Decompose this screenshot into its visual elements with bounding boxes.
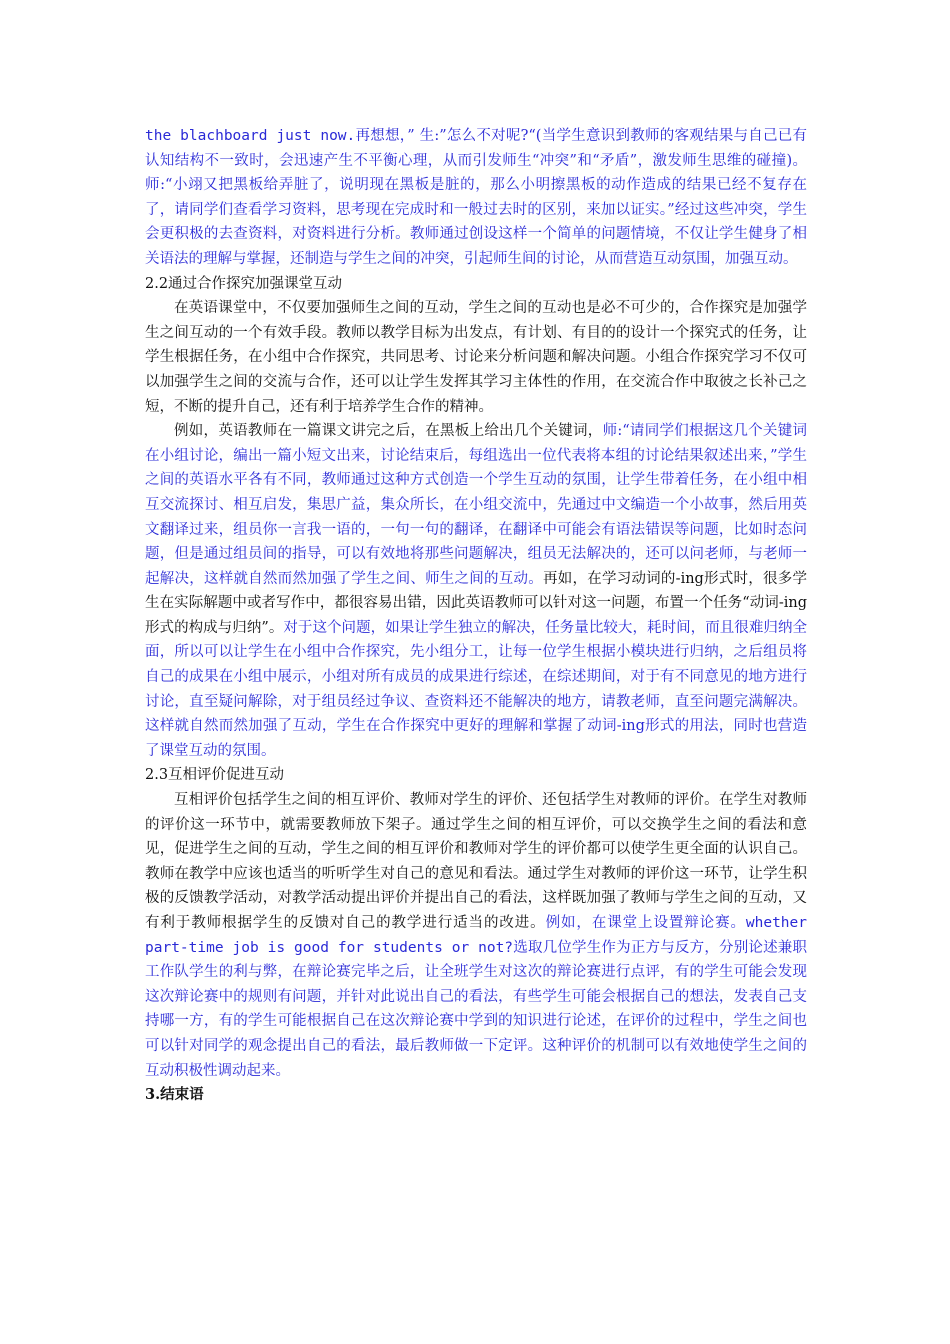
paragraph-example-keywords: [145, 419, 807, 763]
paragraph-mutual-evaluation: [145, 788, 807, 1083]
example-intro: 例如，英语教师在一篇课文讲完之后，在黑板上给出几个关键词，: [174, 423, 603, 440]
paragraph-dialogue-blackboard: [145, 124, 807, 272]
section-heading-2-3: 2.3互相评价促进互动: [145, 767, 285, 784]
example-dialogue: 师:“请同学们根据这几个关键词在小组讨论，编出一篇小短文出来，讨论结束后，每组选出一位代表将本组的讨论结果叙述出来，”学生之间的英语水平各有不同，教师通过这种方式创造一个学生互动的氛围，让学生带着任务，在小组中相互交流探讨、相互启发，集思广益，集众所长，在小组交流中，先通过中文编造一个小故事，然后用英文翻译过来，组员你一言我一语的，一句一句的翻译，在翻译中可能会有语法错误等问题，比如时态问题，但是通过组员间的指导，可以有效地将那些问题解决，组员无法解决的，还可以问老师，与老师一起解决，这样就自然而然加强了学生之间、师生之间的互动。: [145, 423, 807, 587]
document-page: [145, 124, 807, 1108]
debate-intro: 例如，在课堂上设置辩论赛。: [545, 915, 746, 931]
section-heading-3: 3.结束语: [145, 1086, 204, 1104]
dialogue-text: 再想想，” 生:”怎么不对呢?“(当学生意识到教师的客观结果与自己已有认知结构不一致时，会迅速产生不平衡心理，从而引发师生“冲突”和“矛盾”，激发师生思维的碰撞)。: [145, 128, 807, 169]
example-ing-intro: 再如，在学习动词的-ing形式时，很多学生在实际解题中或者写作中，都很容易出错，因此英语教师可以针对这一问题，布置一个任务“动词-ing形式的构成与归纳”。: [145, 570, 808, 636]
section-heading-2-2: 2.2通过合作探究加强课堂互动: [145, 275, 343, 292]
debate-detail: 选取几位学生作为正方与反方，分别论述兼职工作队学生的利与弊，在辩论赛完毕之后，让全班学生对这次的辩论赛进行点评，有的学生可能会发现这次辩论赛中的规则有问题，并针对此说出自己的看法，有些学生可能会根据自己的想法，发表自己支持哪一方，有的学生可能根据自己在这次辩论赛中学到的知识进行论述，在评价的过程中，学生之间也可以针对同学的观念提出自己的看法，最后教师做一下定评。这种评价的机制可以有效地使学生之间的互动积极性调动起来。: [145, 939, 808, 1079]
english-phrase: the blachboard just now.: [145, 128, 356, 144]
example-ing-detail: 对于这个问题，如果让学生独立的解决，任务量比较大，耗时间，而且很难归纳全面，所以可以让学生在小组中合作探究，先小组分工，让每一位学生根据小模块进行归纳，之后组员将自己的成果在小组中展示，小组对所有成员的成果进行综述，在综述期间，对于有不同意见的地方进行讨论，直至疑问解除，对于组员经过争议、查资料还不能解决的地方，请教老师，直至问题完满解决。这样就自然而然加强了互动，学生在合作探究中更好的理解和掌握了动词-ing形式的用法，同时也营造了课堂互动的氛围。: [145, 619, 807, 759]
paragraph-cooperative-inquiry: 在英语课堂中，不仅要加强师生之间的互动，学生之间的互动也是必不可少的，合作探究是加强学生之间互动的一个有效手段。教师以教学目标为出发点，有计划、有目的的设计一个探究式的任务，让学生根据任务，在小组中合作探究，共同思考、讨论来分析问题和解决问题。小组合作探究学习不仅可以加强学生之间的交流与合作，还可以让学生发挥其学习主体性的作用，在交流合作中取彼之长补己之短，不断的提升自己，还有利于培养学生合作的精神。: [145, 300, 807, 415]
dialogue-text-continued: 师:“小翊又把黑板给弄脏了，说明现在黑板是脏的，那么小明擦黑板的动作造成的结果已经不复存在了，请同学们查看学习资料，思考现在完成时和一般过去时的区别，来加以证实。”经过这些冲突，学生会更积极的去查资料，对资料进行分析。教师通过创设这样一个简单的问题情境，不仅让学生健身了相关语法的理解与掌握，还制造与学生之间的冲突，引起师生间的讨论，从而营造互动氛围，加强互动。: [145, 177, 807, 267]
evaluation-text: 互相评价包括学生之间的相互评价、教师对学生的评价、还包括学生对教师的评价。在学生对教师的评价这一环节中，就需要教师放下架子。通过学生之间的相互评价，可以交换学生之间的看法和意见，促进学生之间的互动，学生之间的相互评价和教师对学生的评价都可以使学生更全面的认识自己。教师在教学中应该也适当的听听学生对自己的意见和看法。通过学生对教师的评价这一环节，让学生积极的反馈教学活动，对教学活动提出评价并提出自己的看法，这样既加强了教师与学生之间的互动，又有利于教师根据学生的反馈对自己的教学进行适当的改进。: [145, 792, 807, 931]
debate-topic: whether part-time job is good for students or not?: [145, 915, 807, 956]
